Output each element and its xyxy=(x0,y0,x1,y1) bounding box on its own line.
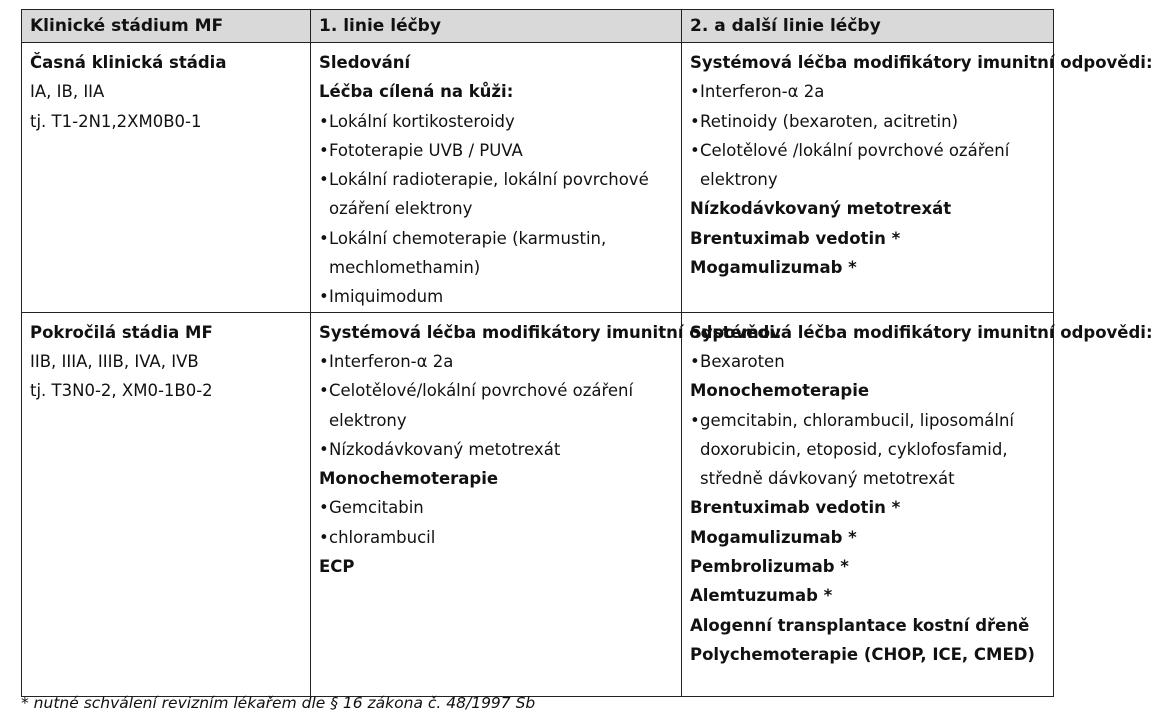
therapy-heading: Sledování xyxy=(319,53,411,72)
therapy-heading: Brentuximab vedotin * xyxy=(690,228,901,248)
therapy-bullet-item: • Lokální radioterapie, lokální povrchové ozáření elektrony xyxy=(319,165,673,224)
therapy-heading: Pembrolizumab * xyxy=(690,557,849,577)
therapy-bullet-item: • Imiquimodum xyxy=(319,282,673,311)
table-row xyxy=(22,312,1054,696)
therapy-bullet-item: • Celotělové/lokální povrchové ozáření elektrony xyxy=(319,376,673,435)
table-row xyxy=(22,43,1054,313)
therapy-bullet-item: • Lokální chemoterapie (karmustin, mechlomethamin) xyxy=(319,224,673,283)
stage-line: tj. T1-2N1,2XM0B0-1 xyxy=(30,111,202,131)
first-line-cell xyxy=(311,43,682,313)
stage-cell xyxy=(22,312,311,696)
therapy-bullet-item: • Celotělové /lokální povrchové ozáření elektrony xyxy=(690,136,1045,195)
therapy-heading: Léčba cílená na kůži: xyxy=(319,82,514,102)
therapy-heading: Brentuximab vedotin * xyxy=(690,498,901,518)
therapy-bullet-item: • Bexaroten xyxy=(690,347,1045,376)
stage-line: IA, IB, IIA xyxy=(30,82,105,102)
therapy-heading: Systémová léčba modifikátory imunitní odpovědi: xyxy=(690,53,1153,72)
therapy-bullet-item: • Gemcitabin xyxy=(319,493,673,522)
further-lines-cell xyxy=(682,312,1153,696)
stage-title: Pokročilá stádia MF xyxy=(30,322,213,342)
treatment-table xyxy=(21,9,1153,697)
stage-line: tj. T3N0-2, XM0-1B0-2 xyxy=(30,381,213,401)
therapy-heading: ECP xyxy=(319,557,355,577)
header-further-lines: 2. a další linie léčby xyxy=(682,10,1054,43)
therapy-bullet-item: • Interferon-α 2a xyxy=(319,347,673,376)
therapy-bullet-item: • chlorambucil xyxy=(319,523,673,552)
header-stage: Klinické stádium MF xyxy=(22,10,311,43)
header-first-line: 1. linie léčby xyxy=(311,10,682,43)
therapy-bullet-item: • Lokální kortikosteroidy xyxy=(319,107,673,136)
table-header-row xyxy=(22,10,1054,43)
therapy-bullet-item: • Fototerapie UVB / PUVA xyxy=(319,136,673,165)
therapy-bullet-item: • gemcitabin, chlorambucil, liposomální doxorubicin, etoposid, cyklofosfamid, středně dávkovaný metotrexát xyxy=(690,406,1045,494)
therapy-heading: Alogenní transplantace kostní dřeně xyxy=(690,615,1030,635)
further-lines-cell xyxy=(682,43,1153,313)
therapy-heading: Mogamulizumab * xyxy=(690,527,857,547)
therapy-heading: Monochemoterapie xyxy=(319,469,499,489)
therapy-bullet-item: • Retinoidy (bexaroten, acitretin) xyxy=(690,107,1045,136)
therapy-bullet-item: • Interferon-α 2a xyxy=(690,77,1045,106)
therapy-heading: Polychemoterapie (CHOP, ICE, CMED) xyxy=(690,644,1035,664)
therapy-heading: Mogamulizumab * xyxy=(690,258,857,278)
therapy-heading: Alemtuzumab * xyxy=(690,586,833,606)
stage-title: Časná klinická stádia xyxy=(30,53,227,72)
therapy-bullet-item: • Nízkodávkovaný metotrexát xyxy=(319,435,673,464)
therapy-heading: Systémová léčba modifikátory imunitní odpovědi: xyxy=(690,322,1153,342)
stage-cell xyxy=(22,43,311,313)
stage-line: IIB, IIIA, IIIB, IVA, IVB xyxy=(30,351,199,371)
therapy-heading: Nízkodávkovaný metotrexát xyxy=(690,199,952,219)
footnote: * nutné schválení revizním lékařem dle § 16 zákona č. 48/1997 Sb xyxy=(21,694,536,712)
therapy-heading: Monochemoterapie xyxy=(690,381,870,401)
therapy-heading: Systémová léčba modifikátory imunitní odpovědi: xyxy=(319,322,782,342)
